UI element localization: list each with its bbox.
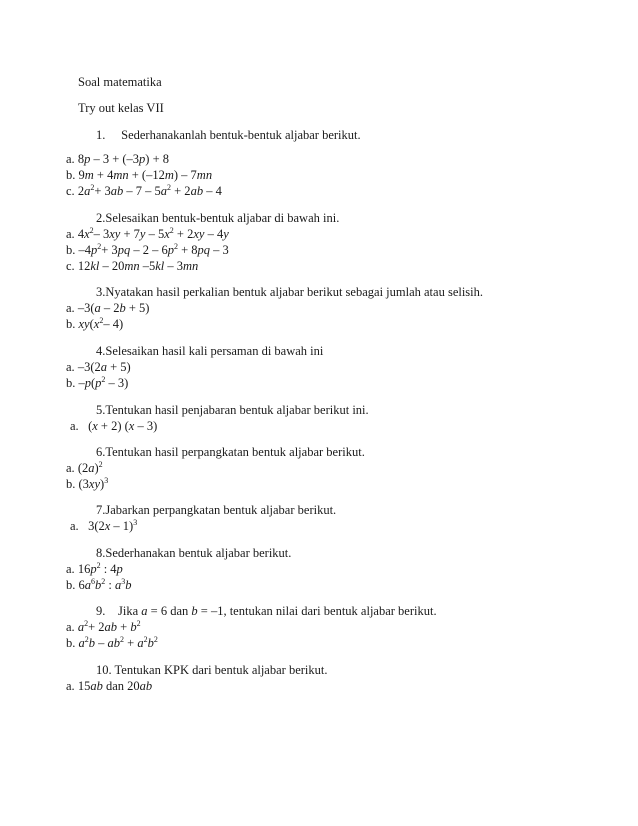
question-1b: b. 9m + 4mn + (–12m) – 7mn: [66, 168, 213, 182]
question-9-number: 9.: [96, 604, 106, 618]
question-9-heading: 9. Jika a = 6 dan b = –1, tentukan nilai dari bentuk aljabar berikut.: [96, 604, 437, 618]
question-4-heading: 4.Selesaikan hasil kali persaman di bawah ini: [96, 344, 324, 358]
question-2a: a. $4x^2-$ $3xy + 7y - 5x^2 + 2xy - 4y$: [66, 226, 229, 241]
question-7-heading: 7.Jabarkan perpangkatan bentuk aljabar berikut.: [96, 503, 337, 517]
question-10a: a. 15ab dan 20ab: [66, 679, 153, 693]
question-6b: b. $(3xy)^3$: [66, 476, 109, 491]
worksheet-subtitle: Try out kelas VII: [78, 101, 164, 115]
question-9a: a. $a^2+ 2ab + b^2$: [66, 619, 141, 634]
question-1-heading: [96, 128, 361, 143]
question-5a: a. (x + 2) (x – 3): [70, 419, 158, 433]
question-5-heading: 5.Tentukan hasil penjabaran bentuk aljabar berikut ini.: [96, 403, 369, 417]
question-8-heading: 8.Sederhanakan bentuk aljabar berikut.: [96, 546, 292, 560]
question-2b: b. $-4p^2+ 3pq - 2 - 6p^2 + 8pq - 3$: [66, 242, 229, 257]
question-8a: a. $16p^2$ : 4p: [66, 561, 123, 576]
question-8b: b. $6a^6b^2$ : $a^3b$: [66, 577, 132, 592]
question-2c: c. 12kl – 20mn –5kl – 3mn: [66, 259, 199, 273]
question-6a: a. $(2a)^2$: [66, 460, 103, 475]
question-1a: a. 8p – 3 + (–3p) + 8: [66, 152, 169, 166]
question-6-heading: 6.Tentukan hasil perpangkatan bentuk aljabar berikut.: [96, 445, 365, 459]
question-1-number: 1.: [96, 128, 106, 142]
question-3b: b. $xy(x^2-$ 4): [66, 316, 124, 331]
question-1-text: Sederhanakanlah bentuk-bentuk aljabar berikut.: [121, 128, 361, 142]
question-7a: a. 3(2x – 1)$^3$: [70, 518, 138, 533]
question-3-heading: 3.Nyatakan hasil perkalian bentuk aljabar berikut sebagai jumlah atau selisih.: [96, 285, 484, 299]
worksheet-title: Soal matematika: [78, 75, 162, 89]
question-9b: b. $a^2b - ab^2 + a^2b^2$: [66, 635, 158, 650]
question-2-heading: 2.Selesaikan bentuk-bentuk aljabar di bawah ini.: [96, 211, 340, 225]
question-1c: c. $2a^2+ 3ab - 7 - 5a^2 + 2ab - 4$: [66, 183, 222, 198]
question-10-heading: 10. Tentukan KPK dari bentuk aljabar berikut.: [96, 663, 328, 677]
question-4b: b. $-p(p^2 - 3)$: [66, 375, 129, 390]
question-4a: a. –3(2a + 5): [66, 360, 131, 374]
question-3a: a. –3(a – 2b + 5): [66, 301, 150, 315]
